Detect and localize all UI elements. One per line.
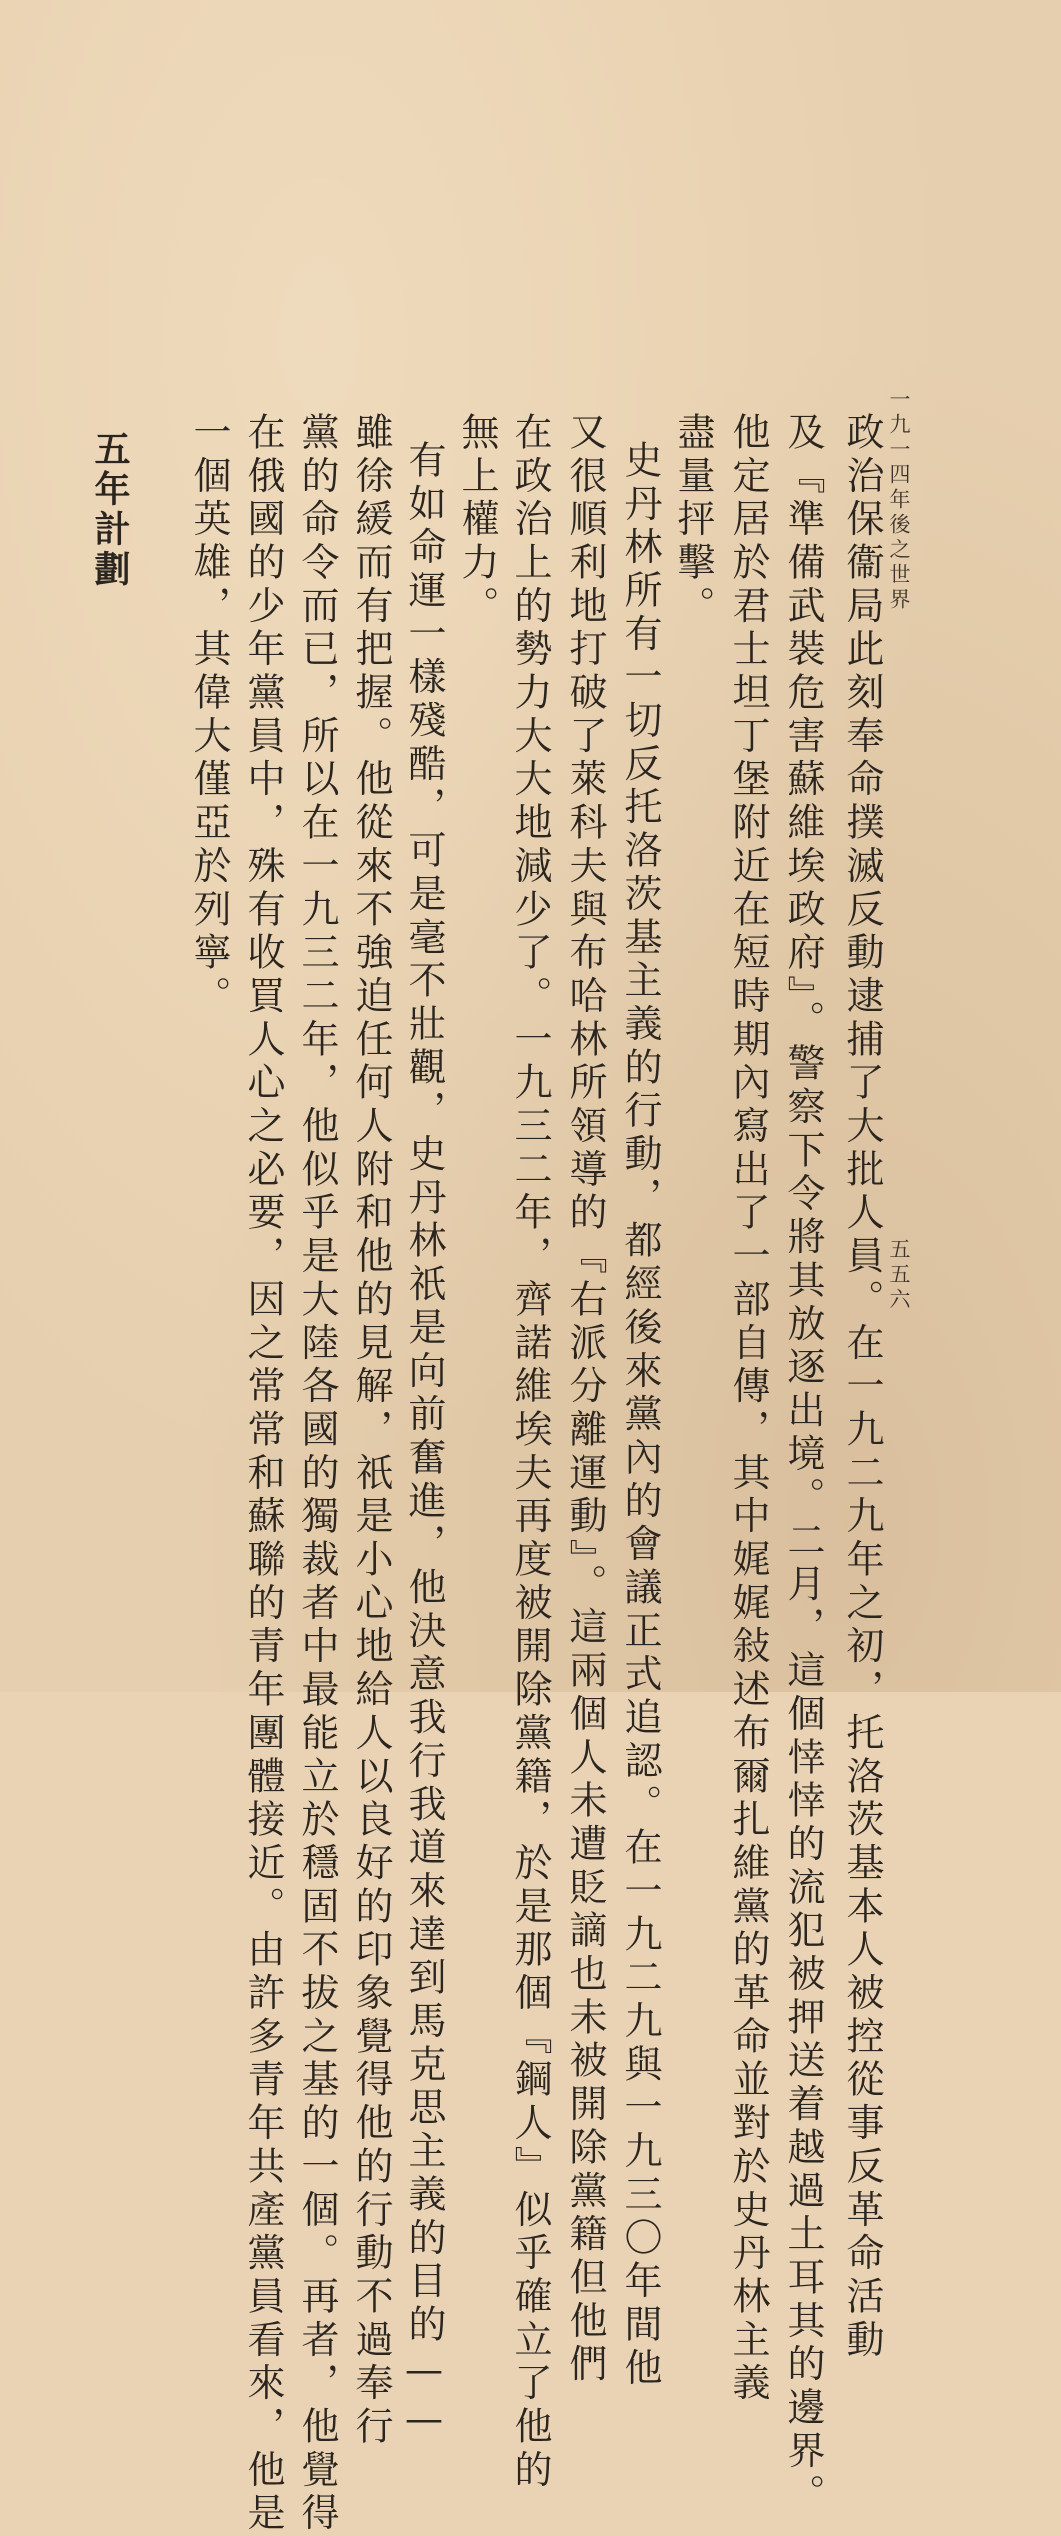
text-line-9: 有如命運一樣殘酷，可是毫不壯觀，史丹林祇是向前奮進，他決意我行我道來達到馬克思主義的目的—— bbox=[402, 440, 446, 2447]
text-line-13: 一個英雄，其偉大僅亞於列寧。 bbox=[187, 412, 231, 1019]
text-line-4: 盡量抨擊。 bbox=[671, 412, 715, 629]
page-number: 五五六 bbox=[887, 1238, 911, 1313]
text-line-1: 政治保衞局此刻奉命撲滅反動逮捕了大批人員。在一九二九年之初，托洛茨基本人被控從事反革命活動 bbox=[840, 412, 884, 2363]
text-line-8: 無上權力。 bbox=[455, 412, 499, 629]
text-line-3: 他定居於君士坦丁堡附近在短時期內寫出了一部自傳，其中娓娓敍述布爾扎維黨的革命並對於史丹林主義 bbox=[726, 412, 770, 2407]
text-line-12: 在俄國的少年黨員中，殊有收買人心之必要，因之常常和蘇聯的青年團體接近。由許多青年共產黨員看來，他是 bbox=[241, 412, 285, 2536]
running-title: 一九一四年後之世界 bbox=[887, 388, 911, 613]
text-line-11: 黨的命令而已，所以在一九三二年，他似乎是大陸各國的獨裁者中最能立於穩固不拔之基的一個。再者，他覺得 bbox=[295, 412, 339, 2536]
text-line-2: 及『準備武裝危害蘇維埃政府』。警察下令將其放逐出境。二月，這個悻悻的流犯被押送着越過土耳其的邊界。 bbox=[781, 412, 825, 2518]
text-line-10: 雖徐緩而有把握。他從來不強迫任何人附和他的見解，祇是小心地給人以良好的印象覺得他的行動不過奉行 bbox=[349, 412, 393, 2450]
text-line-6: 又很順利地打破了萊科夫與布哈林所領導的『右派分離運動』。這兩個人未遭貶謫也未被開除黨籍但他們 bbox=[563, 412, 607, 2388]
section-heading: 五年計劃 bbox=[89, 430, 131, 590]
text-line-5: 史丹林所有一切反托洛茨基主義的行動，都經後來黨內的會議正式追認。在一九二九與一九三〇年間他 bbox=[618, 440, 662, 2391]
text-line-7: 在政治上的勢力大大地減少了。一九三二年，齊諾維埃夫再度被開除黨籍，於是那個『鋼人』似乎確立了他的 bbox=[508, 412, 552, 2493]
